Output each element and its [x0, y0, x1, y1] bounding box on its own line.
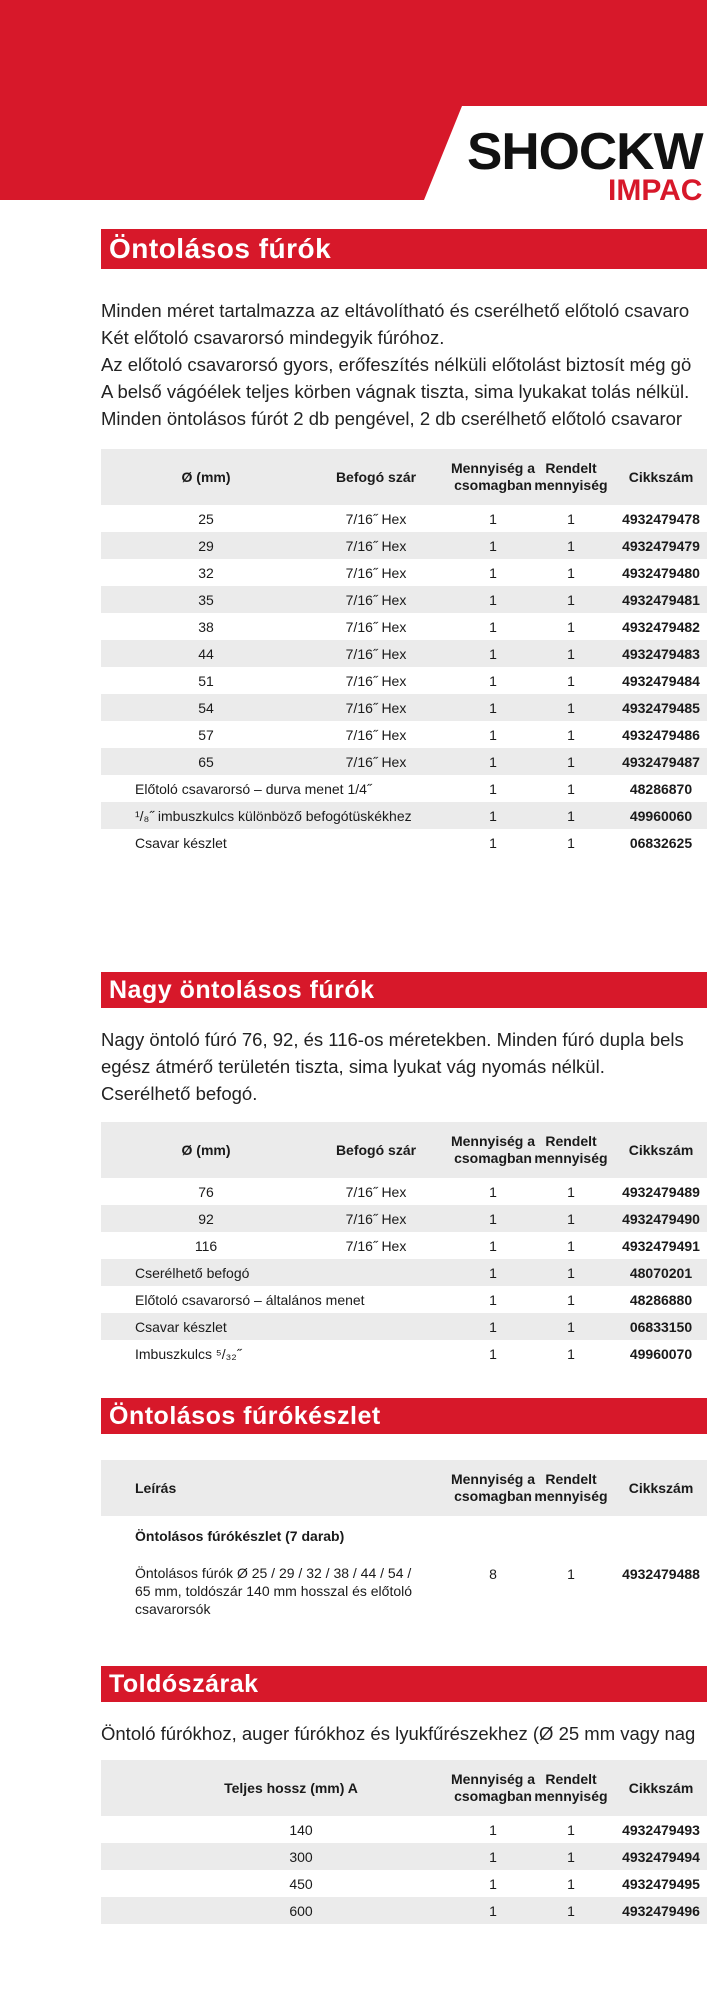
cell-qty: 1	[489, 1345, 497, 1362]
header-qty-line: csomagban	[454, 477, 532, 493]
cell-qty: 1	[489, 726, 497, 743]
cell-ordered: 1	[567, 645, 575, 662]
description-line: A belső vágóélek teljes körben vágnak tiszta, sima lyukakat tolás nélkül.	[101, 381, 690, 402]
cell-shank: 7/16˝ Hex	[345, 564, 407, 581]
cell-ordered: 1	[567, 591, 575, 608]
cell-sku: 4932479482	[622, 618, 700, 635]
cell-diameter: 116	[194, 1237, 218, 1254]
table-row	[101, 1340, 707, 1367]
cell-qty: 1	[489, 1848, 497, 1865]
cell-shank: 7/16˝ Hex	[345, 537, 407, 554]
description-line: Nagy öntoló fúró 76, 92, és 116-os méretekben. Minden fúró dupla bels	[101, 1029, 684, 1050]
cell-qty: 1	[489, 1821, 497, 1838]
header-qty-line: Mennyiség a	[450, 460, 536, 476]
cell-qty: 1	[489, 645, 497, 662]
cell-qty: 1	[489, 1237, 497, 1254]
cell-ordered: 1	[567, 1875, 575, 1892]
table-header	[101, 1760, 707, 1816]
cell-ordered: 1	[567, 672, 575, 689]
kit-description-line: 65 mm, toldószár 140 mm hosszal és előtoló	[135, 1583, 413, 1599]
table-row	[101, 694, 707, 721]
header-ordered-line: mennyiség	[534, 1788, 608, 1804]
table-row	[101, 1232, 707, 1259]
header-sku: Cikkszám	[628, 1779, 694, 1796]
header-qty-line: Mennyiség a	[450, 1771, 536, 1787]
header-ordered-line: mennyiség	[534, 1488, 608, 1504]
cell-ordered: 1	[567, 1848, 575, 1865]
cell-ordered: 1	[567, 1237, 575, 1254]
cell-sku: 4932479496	[622, 1902, 700, 1919]
cell-accessory: Előtoló csavarorsó – durva menet 1/4˝	[135, 780, 372, 797]
header-sku: Cikkszám	[628, 468, 694, 485]
header-ordered-line: Rendelt	[545, 1471, 597, 1487]
cell-sku: 06833150	[629, 1318, 693, 1335]
section-title-bar	[101, 229, 707, 269]
section-title: Nagy öntolásos fúrók	[109, 976, 375, 1004]
table-row	[101, 559, 707, 586]
cell-ordered: 1	[567, 1318, 575, 1335]
cell-diameter: 57	[198, 726, 214, 743]
cell-length: 300	[289, 1848, 313, 1865]
cell-diameter: 76	[198, 1183, 214, 1200]
table-row	[101, 1205, 707, 1232]
cell-ordered: 1	[567, 537, 575, 554]
table-row	[101, 1313, 707, 1340]
cell-accessory: Imbuszkulcs ⁵/₃₂˝	[135, 1345, 242, 1362]
table-row	[101, 1286, 707, 1313]
cell-shank: 7/16˝ Hex	[345, 591, 407, 608]
description-line: Minden öntolásos fúrót 2 db pengével, 2 db cserélhető előtoló csavaror	[101, 408, 683, 429]
kit-table	[101, 1460, 707, 1634]
cell-accessory: Cserélhető befogó	[135, 1264, 250, 1281]
kit-description-line: Öntolásos fúrók Ø 25 / 29 / 32 / 38 / 44 / 54 /	[135, 1565, 412, 1581]
header-qty-line: csomagban	[454, 1150, 532, 1166]
cell-sku: 4932479479	[622, 537, 700, 554]
kit-row	[101, 1516, 707, 1634]
cell-qty: 1	[489, 510, 497, 527]
table-row	[101, 1870, 707, 1897]
cell-sku: 4932479494	[622, 1848, 700, 1865]
cell-qty: 1	[489, 834, 497, 851]
cell-diameter: 92	[198, 1210, 214, 1227]
cell-qty: 1	[489, 1264, 497, 1281]
section-title-bar	[101, 1398, 707, 1434]
table-row	[101, 586, 707, 613]
table-row	[101, 748, 707, 775]
cell-shank: 7/16˝ Hex	[345, 699, 407, 716]
header-diameter: Ø (mm)	[181, 468, 231, 485]
cell-ordered: 1	[567, 1210, 575, 1227]
cell-diameter: 35	[198, 591, 214, 608]
description-line: Két előtoló csavarorsó mindegyik fúróhoz.	[101, 327, 445, 348]
cell-sku: 4932479484	[622, 672, 700, 689]
header-qty-line: csomagban	[454, 1788, 532, 1804]
header-ordered-line: Rendelt	[545, 1133, 597, 1149]
cell-diameter: 54	[198, 699, 214, 716]
description-line: Minden méret tartalmazza az eltávolítható és cserélhető előtoló csavaro	[101, 300, 690, 321]
cell-shank: 7/16˝ Hex	[345, 753, 407, 770]
cell-ordered: 1	[567, 564, 575, 581]
cell-qty: 1	[489, 780, 497, 797]
cell-length: 140	[289, 1821, 313, 1838]
cell-diameter: 51	[198, 672, 214, 689]
section-title-bar	[101, 1666, 707, 1702]
table-row	[101, 1178, 707, 1205]
hero-banner	[0, 0, 707, 207]
cell-qty: 1	[489, 753, 497, 770]
cell-sku: 49960060	[629, 807, 693, 824]
cell-ordered: 1	[567, 780, 575, 797]
cell-shank: 7/16˝ Hex	[345, 645, 407, 662]
cell-sku: 48286870	[629, 780, 693, 797]
cell-shank: 7/16˝ Hex	[345, 1183, 407, 1200]
cell-qty: 1	[489, 807, 497, 824]
table-row	[101, 505, 707, 532]
section-title: Öntolásos fúrók	[109, 233, 332, 264]
cell-sku: 4932479485	[622, 699, 700, 716]
cell-ordered: 1	[567, 1264, 575, 1281]
table-header	[101, 1122, 707, 1178]
header-length: Teljes hossz (mm) A	[224, 1779, 358, 1796]
header-qty-line: Mennyiség a	[450, 1133, 536, 1149]
cell-qty: 1	[489, 591, 497, 608]
cell-accessory: Előtoló csavarorsó – általános menet	[135, 1291, 365, 1308]
cell-diameter: 25	[198, 510, 214, 527]
cell-ordered: 1	[567, 807, 575, 824]
header-sku: Cikkszám	[628, 1479, 694, 1496]
cell-accessory: Csavar készlet	[135, 834, 227, 851]
description-line: Cserélhető befogó.	[101, 1083, 258, 1104]
cell-sku: 4932479489	[622, 1183, 700, 1200]
table-row	[101, 613, 707, 640]
cell-qty: 1	[489, 699, 497, 716]
table-row	[101, 532, 707, 559]
cell-qty: 1	[489, 1875, 497, 1892]
cell-diameter: 32	[198, 564, 214, 581]
cell-ordered: 1	[567, 1821, 575, 1838]
table-header	[101, 1460, 707, 1516]
cell-shank: 7/16˝ Hex	[345, 510, 407, 527]
cell-diameter: 38	[198, 618, 214, 635]
cell-accessory: ¹/₈˝ imbuszkulcs különböző befogótüskékhez	[135, 807, 412, 824]
cell-diameter: 44	[198, 645, 214, 662]
cell-ordered: 1	[567, 1291, 575, 1308]
table-row	[101, 1259, 707, 1286]
table-row	[101, 1816, 707, 1843]
cell-sku: 4932479483	[622, 645, 700, 662]
cell-sku: 4932479491	[622, 1237, 700, 1254]
table-row	[101, 829, 707, 856]
section-title-bar	[101, 972, 707, 1008]
cell-accessory: Csavar készlet	[135, 1318, 227, 1335]
header-sku: Cikkszám	[628, 1141, 694, 1158]
cell-sku: 48286880	[629, 1291, 693, 1308]
cell-ordered: 1	[567, 726, 575, 743]
table-row	[101, 640, 707, 667]
kit-sku: 4932479488	[622, 1566, 700, 1582]
cell-ordered: 1	[567, 834, 575, 851]
kit-qty: 8	[489, 1566, 497, 1582]
header-diameter: Ø (mm)	[181, 1141, 231, 1158]
cell-shank: 7/16˝ Hex	[345, 1237, 407, 1254]
cell-ordered: 1	[567, 618, 575, 635]
cell-qty: 1	[489, 672, 497, 689]
cell-qty: 1	[489, 1183, 497, 1200]
cell-length: 450	[289, 1875, 313, 1892]
header-ordered-line: mennyiség	[534, 477, 608, 493]
table-row	[101, 721, 707, 748]
section-title: Toldószárak	[109, 1670, 259, 1698]
description-line: egész átmérő területén tiszta, sima lyukat vág nyomás nélkül.	[101, 1056, 605, 1077]
brand-sub-text: IMPAC	[608, 174, 703, 207]
cell-sku: 4932479495	[622, 1875, 700, 1892]
product-table	[101, 1122, 707, 1367]
header-shank: Befogó szár	[335, 1141, 417, 1158]
description-line: Az előtoló csavarorsó gyors, erőfeszítés nélküli előtolást biztosít még gö	[101, 354, 692, 375]
header-ordered-line: mennyiség	[534, 1150, 608, 1166]
cell-diameter: 65	[198, 753, 214, 770]
table-header	[101, 449, 707, 505]
cell-shank: 7/16˝ Hex	[345, 672, 407, 689]
cell-shank: 7/16˝ Hex	[345, 618, 407, 635]
cell-ordered: 1	[567, 510, 575, 527]
cell-sku: 06832625	[629, 834, 693, 851]
product-table	[101, 449, 707, 856]
section-description	[101, 297, 707, 432]
header-description: Leírás	[135, 1479, 177, 1496]
cell-diameter: 29	[198, 537, 214, 554]
kit-description-line: csavarorsók	[135, 1601, 211, 1617]
cell-sku: 4932479486	[622, 726, 700, 743]
header-qty-line: csomagban	[454, 1488, 532, 1504]
description-line: Öntoló fúrókhoz, auger fúrókhoz és lyukfűrészekhez (Ø 25 mm vagy nag	[101, 1723, 696, 1744]
cell-ordered: 1	[567, 753, 575, 770]
cell-sku: 4932479481	[622, 591, 700, 608]
cell-qty: 1	[489, 1210, 497, 1227]
section-description	[101, 1026, 707, 1107]
brand-main-text: SHOCKW	[467, 123, 703, 181]
brand-logo	[467, 123, 703, 207]
table-row	[101, 667, 707, 694]
cell-sku: 4932479493	[622, 1821, 700, 1838]
cell-sku: 4932479487	[622, 753, 700, 770]
section-description	[101, 1720, 707, 1747]
cell-qty: 1	[489, 618, 497, 635]
section-title: Öntolásos fúrókészlet	[109, 1402, 381, 1430]
cell-sku: 48070201	[629, 1264, 693, 1281]
cell-qty: 1	[489, 537, 497, 554]
cell-shank: 7/16˝ Hex	[345, 1210, 407, 1227]
table-row	[101, 1897, 707, 1924]
header-ordered-line: Rendelt	[545, 460, 597, 476]
cell-sku: 4932479480	[622, 564, 700, 581]
extension-table	[101, 1760, 707, 1924]
cell-length: 600	[289, 1902, 313, 1919]
cell-ordered: 1	[567, 699, 575, 716]
kit-title: Öntolásos fúrókészlet (7 darab)	[135, 1528, 345, 1544]
cell-qty: 1	[489, 1291, 497, 1308]
kit-description	[135, 1564, 412, 1618]
table-row	[101, 1843, 707, 1870]
cell-qty: 1	[489, 1318, 497, 1335]
table-row	[101, 775, 707, 802]
header-qty-line: Mennyiség a	[450, 1471, 536, 1487]
cell-ordered: 1	[567, 1902, 575, 1919]
kit-ordered: 1	[567, 1566, 575, 1582]
cell-sku: 4932479490	[622, 1210, 700, 1227]
table-row	[101, 802, 707, 829]
header-shank: Befogó szár	[335, 468, 417, 485]
header-ordered-line: Rendelt	[545, 1771, 597, 1787]
cell-qty: 1	[489, 1902, 497, 1919]
cell-shank: 7/16˝ Hex	[345, 726, 407, 743]
cell-ordered: 1	[567, 1345, 575, 1362]
cell-qty: 1	[489, 564, 497, 581]
cell-sku: 4932479478	[622, 510, 700, 527]
cell-sku: 49960070	[629, 1345, 693, 1362]
cell-ordered: 1	[567, 1183, 575, 1200]
